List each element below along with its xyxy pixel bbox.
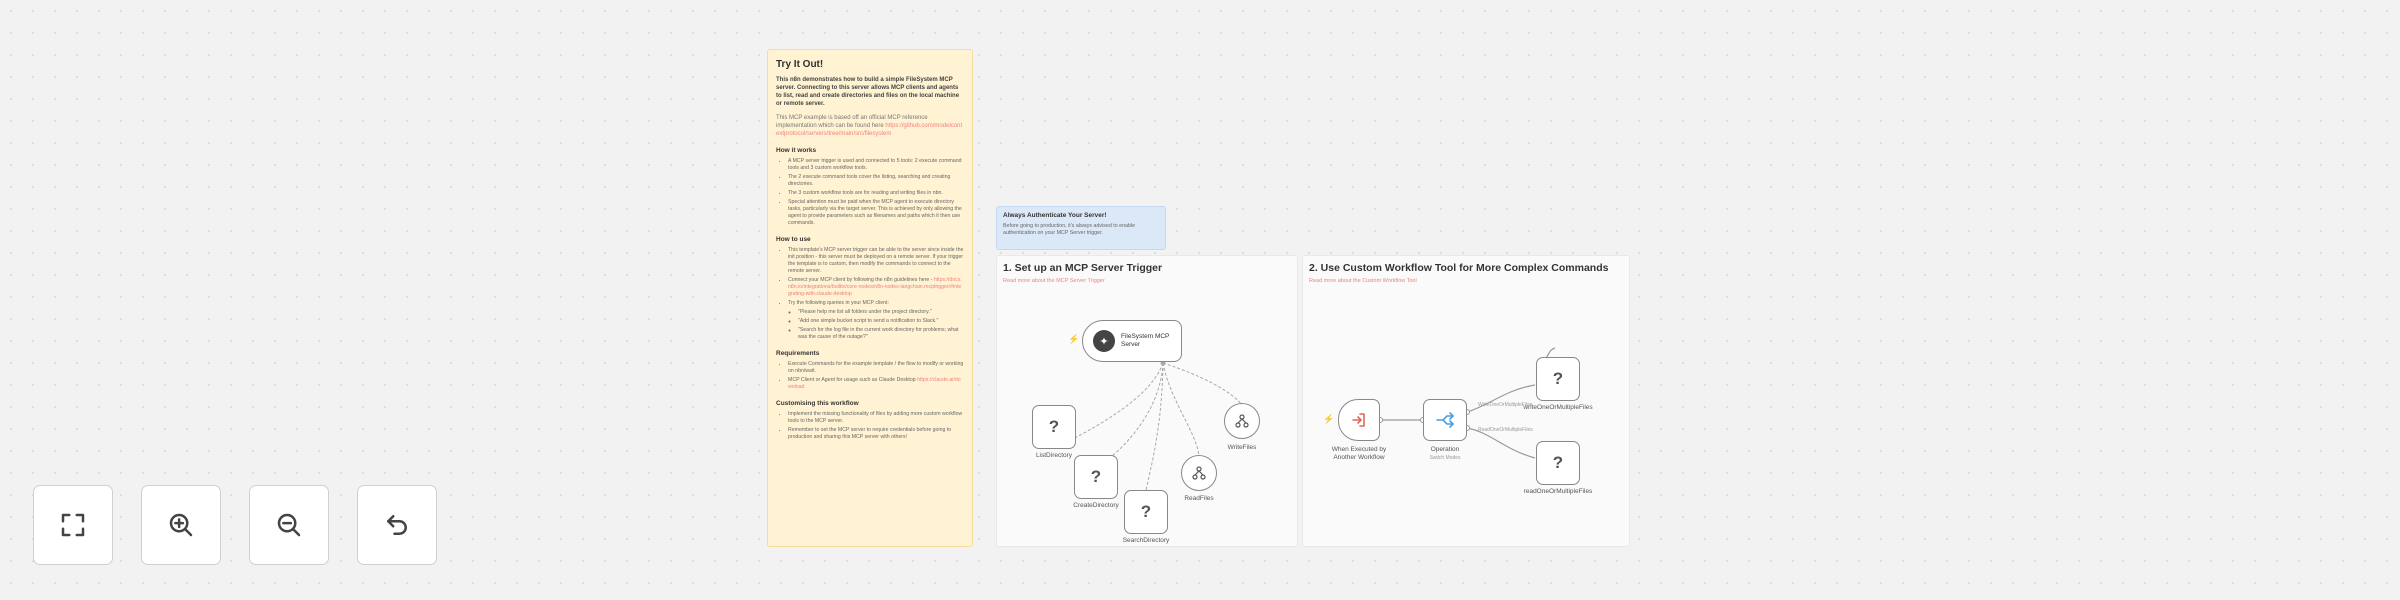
- connection-create-directory: [1096, 363, 1163, 468]
- trigger-bolt-icon: ⚡: [1068, 334, 1080, 344]
- write-files-label: WriteFiles: [1227, 444, 1257, 451]
- create-directory-node[interactable]: [1074, 455, 1118, 499]
- list-directory-node[interactable]: [1032, 405, 1076, 449]
- operation-label: Operation: [1430, 446, 1460, 453]
- sticky-note-text: This MCP example is based off an official MCP reference implementation which can be found here https://github.com/modelcontextprotocol/servers/tree/main/src/filesystem: [776, 115, 963, 137]
- fit-view-button[interactable]: [33, 485, 113, 565]
- zoom-out-icon: [274, 510, 304, 540]
- search-directory-label: SearchDirectory: [1122, 537, 1170, 544]
- list-item: • The 3 custom workflow tools are for reading and writing files in nbn.: [788, 190, 964, 197]
- question-icon: ?: [1090, 467, 1102, 486]
- requirements-heading: Requirements: [776, 350, 820, 357]
- zoom-in-button[interactable]: [141, 485, 221, 565]
- list-item: • A MCP server trigger is used and connected to 5 tools: 2 execute command tools and 3 custom workflow tools.: [788, 158, 964, 172]
- sticky-title: Try It Out!: [776, 59, 824, 70]
- list-item: • Implement the missing functionality of files by adding more custom workflow tools to the MCP server.: [788, 411, 964, 425]
- list-item: • Remember to set the MCP server to require credentials before going to production and sharing this MCP server with others!: [788, 427, 964, 441]
- operation-sublabel: Switch Modes: [1429, 455, 1461, 461]
- list-item: • Connect your MCP client by following the n8n guidelines here - https://docs.n8n.io/integrations/builtin/core-nodes/n8n-nodes-langchain.mcptrigger/#integrating-with-claude-desktop: [788, 277, 964, 298]
- section-2-title: 2. Use Custom Workflow Tool for More Complex Commands: [1309, 262, 1609, 274]
- section-2-link[interactable]: Read more about the Custom Workflow Tool: [1309, 278, 1417, 284]
- list-item: • The 2 execute command tools cover the listing, searching and creating directories.: [788, 174, 964, 188]
- search-directory-node[interactable]: [1124, 490, 1168, 534]
- section-1-link[interactable]: Read more about the MCP Server Trigger: [1003, 278, 1105, 284]
- switch-icon: [1435, 412, 1455, 428]
- workflow-icon: [1234, 413, 1250, 429]
- zoom-in-icon: [166, 510, 196, 540]
- query-item: ◦ "Search for the log file in the current work directory for problems; what was the cause of the outage?": [798, 327, 964, 341]
- exec-label: When Executed by Another Workflow: [1331, 446, 1387, 461]
- trigger-label: FileSystem MCP Server: [1121, 333, 1170, 348]
- operation-switch-node[interactable]: [1423, 399, 1467, 441]
- question-icon: ?: [1552, 453, 1564, 472]
- connection-search-directory: [1145, 363, 1163, 495]
- fit-view-icon: [58, 510, 88, 540]
- list-directory-label: ListDirectory: [1035, 452, 1073, 459]
- read-multi-node[interactable]: [1536, 441, 1580, 485]
- list-item: • MCP Client or Agent for usage such as Claude Desktop https://claude.ai/download: [788, 377, 964, 391]
- list-item: • Try the following queries in your MCP client: ◦ "Please help me list all folders under the project directory." ◦ "Add one simple bucket script to send a notification to Slack." ◦ "Search for the log file in the current work directory for problems; what was the cause of the outage?": [788, 300, 964, 341]
- list-item: • Execute Commands for the example template / the flow to modify or working on nbn/wait.: [788, 361, 964, 375]
- auth-title: Always Authenticate Your Server!: [1003, 212, 1107, 219]
- exec-bolt-icon: ⚡: [1323, 414, 1335, 424]
- list-item: • This template's MCP server trigger can be able to the server since inside the init position - this server must be deployed on a remote server. If your trigger the template is to custom, then modify the commands to connect to the remote server.: [788, 247, 964, 275]
- edge-label-read: ReadOneOrMultipleFiles: [1478, 427, 1533, 433]
- execute-workflow-trigger-node[interactable]: [1338, 399, 1380, 441]
- read-files-label: ReadFiles: [1184, 495, 1214, 502]
- customising-heading: Customising this workflow: [776, 400, 859, 407]
- create-directory-label: CreateDirectory: [1073, 502, 1119, 509]
- sticky-intro: This n8n demonstrates how to build a simple FileSystem MCP server. Connecting to this server allows MCP clients and agents to list, read and create directories and files on the local machine or remote server.: [776, 77, 960, 107]
- read-files-node[interactable]: [1181, 455, 1217, 491]
- question-icon: ?: [1140, 502, 1152, 521]
- docs-link[interactable]: https://docs.n8n.io/integrations/builtin/core-nodes/n8n-nodes-langchain.mcptrigger/#integrating-with-claude-desktop: [788, 277, 962, 297]
- mcp-icon: ✦: [1093, 330, 1115, 352]
- how-it-works-heading: How it works: [776, 147, 817, 154]
- how-to-use-heading: How to use: [776, 236, 811, 243]
- section-1-title: 1. Set up an MCP Server Trigger: [1003, 262, 1163, 274]
- sign-in-icon: [1350, 411, 1368, 429]
- auth-body: Before going to production, it's always advised to enable authentication on your MCP Server trigger.: [1003, 223, 1136, 236]
- question-icon: ?: [1552, 369, 1564, 388]
- list-item: • Special attention must be paid when the MCP agent to execute directory tasks, particularly via the target server. This is achieved by only allowing the agent to provide parameters such as filenames and paths which it then use commands.: [788, 199, 964, 227]
- write-files-node[interactable]: [1224, 403, 1260, 439]
- read-multi-label: readOneOrMultipleFiles: [1523, 488, 1593, 495]
- connection-read-files: [1163, 363, 1199, 455]
- reset-zoom-button[interactable]: [357, 485, 437, 565]
- write-multi-label: writeOneOrMultipleFiles: [1523, 404, 1593, 411]
- undo-icon: [382, 510, 412, 540]
- query-item: ◦ "Please help me list all folders under the project directory.": [798, 309, 964, 316]
- question-icon: ?: [1048, 417, 1060, 436]
- workflow-icon: [1191, 465, 1207, 481]
- claude-link[interactable]: https://claude.ai/download: [788, 377, 961, 390]
- mcp-server-trigger-node[interactable]: [1082, 320, 1182, 362]
- zoom-out-button[interactable]: [249, 485, 329, 565]
- edge-label-write: WriteOneOrMultipleFiles: [1478, 402, 1533, 408]
- reference-link[interactable]: https://github.com/modelcontextprotocol/servers/tree/main/src/filesystem: [776, 123, 963, 137]
- write-multi-node[interactable]: [1536, 357, 1580, 401]
- query-item: ◦ "Add one simple bucket script to send a notification to Slack.": [798, 318, 964, 325]
